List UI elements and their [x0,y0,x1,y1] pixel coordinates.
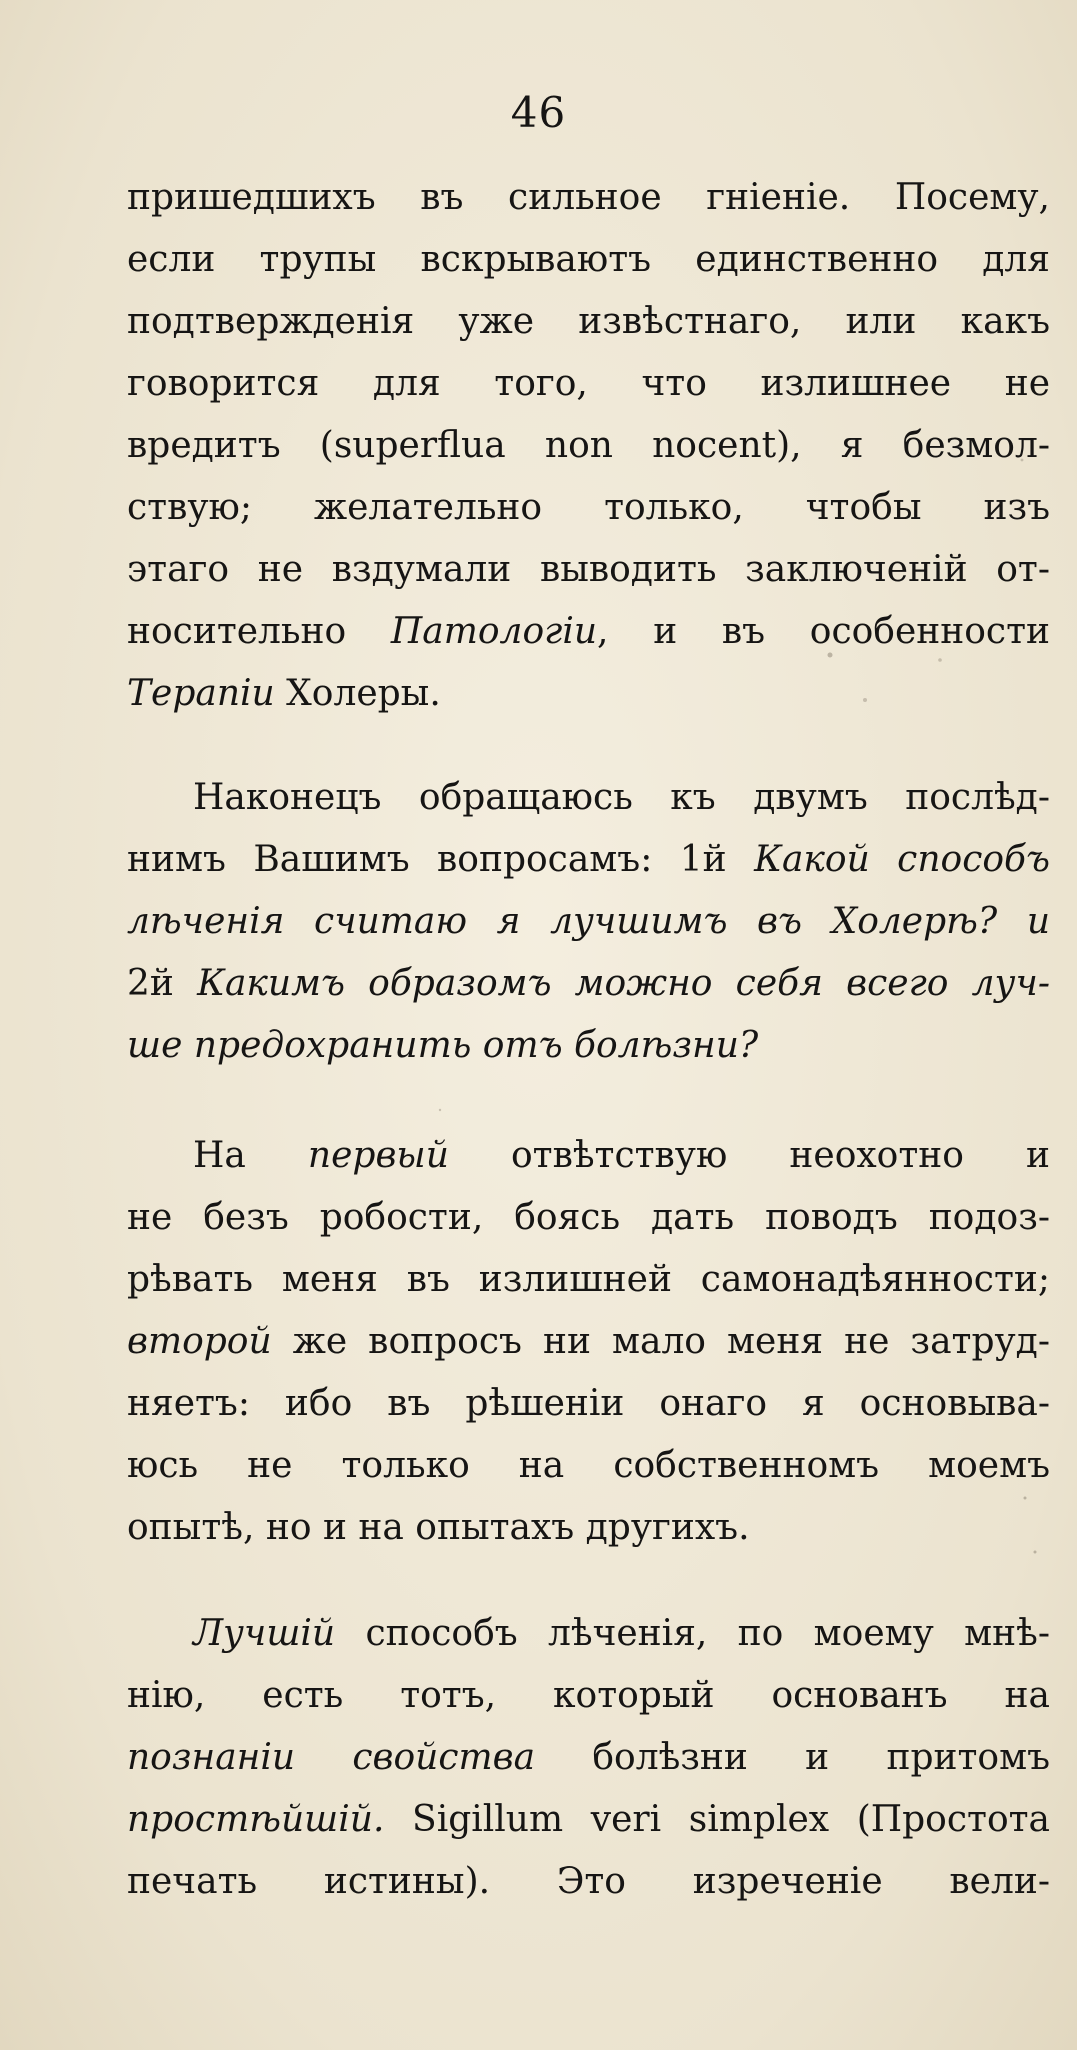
text-segment: вредитъ (superflua non nocent), я безмол- [127,425,1050,466]
italic-text: ше предохранить отъ болѣзни? [127,1025,759,1066]
text-line [127,478,1050,538]
text-line [127,1728,1050,1788]
italic-text: Терапіи [127,673,275,714]
text-line [127,830,1050,890]
italic-text: Патологіи [390,611,598,652]
text-segment: носительно [127,611,391,652]
text-segment: рѣвать меня въ излишней самонадѣянности; [127,1259,1050,1300]
text-segment: подтвержденія уже извѣстнаго, или какъ [127,301,1050,342]
text-line [193,1126,1050,1186]
text-segment: опытѣ, но и на опытахъ другихъ. [127,1507,750,1548]
text-line [127,540,1050,600]
text-line [127,954,1050,1014]
italic-text: лѣченія считаю я лучшимъ въ Холерѣ? и [127,901,1050,942]
text-segment: не безъ робости, боясь дать поводъ подоз- [127,1197,1050,1238]
text-line [127,1666,1050,1726]
italic-text: первый [307,1135,449,1176]
text-segment: няетъ: ибо въ рѣшеніи онаго я основыва- [127,1383,1050,1424]
text-segment: этаго не вздумали выводить заключеній от- [127,549,1050,590]
text-segment: нію, есть тотъ, который основанъ на [127,1675,1050,1716]
text-segment: , и въ особенности [597,611,1050,652]
text-line [127,1852,1050,1912]
text-segment: пришедшихъ въ сильное гніеніе. Посему, [127,177,1050,218]
text-line [127,230,1050,290]
text-line [127,1250,1050,1310]
text-segment: печать истины). Это изреченіе вели- [127,1861,1050,1902]
text-line [127,416,1050,476]
text-line [127,1188,1050,1248]
italic-text: второй [127,1321,272,1362]
page-number: 46 [510,88,567,137]
text-segment: 2й [127,963,198,1004]
text-line [127,1374,1050,1434]
text-line [127,354,1050,414]
text-segment: если трупы вскрываютъ единственно для [127,239,1050,280]
italic-text: познаніи свойства [127,1737,536,1778]
text-segment: Наконецъ обращаюсь къ двумъ послѣд- [193,777,1050,818]
text-segment: ствую; желательно только, чтобы изъ [127,487,1050,528]
text-line [127,168,1050,228]
text-segment: На [193,1135,308,1176]
italic-text: Какимъ образомъ можно себя всего луч- [197,963,1050,1004]
text-line [127,1436,1050,1496]
italic-text: Какой способъ [754,839,1051,880]
text-segment: отвѣтствую неохотно и [448,1135,1050,1176]
text-segment: нимъ Вашимъ вопросамъ: 1й [127,839,755,880]
text-line [127,1312,1050,1372]
text-segment: Холеры. [274,673,441,714]
text-segment: болѣзни и притомъ [535,1737,1050,1778]
text-segment: говорится для того, что излишнее не [127,363,1050,404]
text-segment: Sigillum veri simplex (Простота [384,1799,1050,1840]
text-line [127,892,1050,952]
text-segment: же вопросъ ни мало меня не затруд- [271,1321,1050,1362]
italic-text: Лучшій [193,1613,336,1654]
text-line [127,292,1050,352]
text-line [127,1498,1050,1558]
text-line [127,1016,1050,1076]
text-line [127,664,1050,724]
text-segment: юсь не только на собственномъ моемъ [127,1445,1050,1486]
text-line [193,768,1050,828]
text-segment: способъ лѣченія, по моему мнѣ- [335,1613,1050,1654]
text-line [127,1790,1050,1850]
text-line [127,602,1050,662]
italic-text: простѣйшій. [127,1799,385,1840]
text-line [193,1604,1050,1664]
